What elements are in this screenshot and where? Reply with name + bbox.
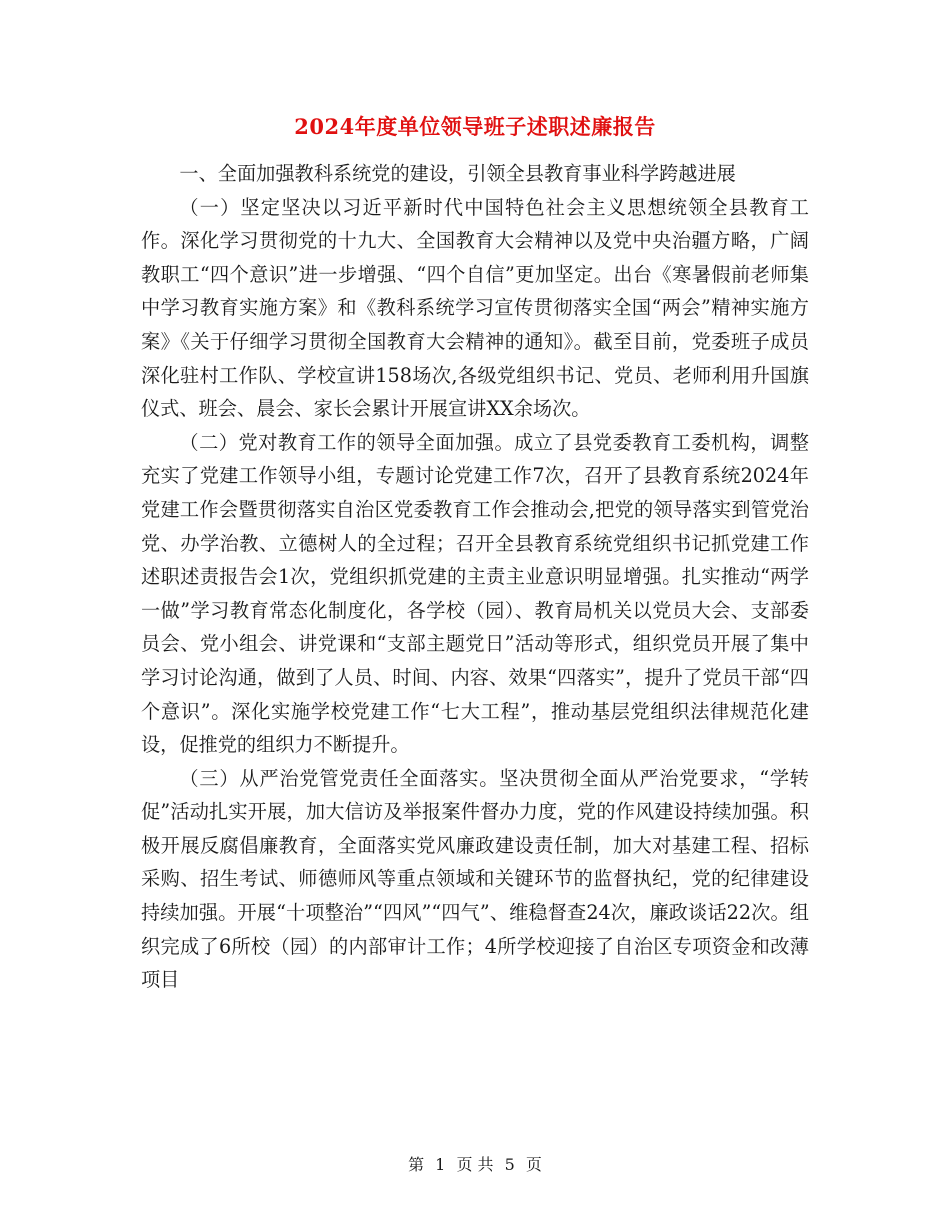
- footer-label-mid: 页 共: [456, 1155, 494, 1174]
- footer-label-post: 页: [525, 1155, 542, 1174]
- paragraph-3: （三）从严治党管党责任全面落实。坚决贯彻全面从严治党要求，“学转促”活动扎实开展，加大信访及举报案件督办力度，党的作风建设持续加强。积极开展反腐倡廉教育，全面落实党风廉政建设责任制，加大对基建工程、招标采购、招生考试、师德师风等重点领域和关键环节的监督执纪，党的纪律建设持续加强。开展“十项整治”“四风”“四气”、维稳督查24次，廉政谈话22次。组织完成了6所校（园）的内部审计工作；4所学校迎接了自治区专项资金和改薄项目: [141, 766, 809, 992]
- page-footer: [0, 1154, 950, 1176]
- footer-page-number: 1: [435, 1155, 446, 1174]
- paragraph-2: （二）党对教育工作的领导全面加强。成立了县党委教育工委机构，调整充实了党建工作领导小组，专题讨论党建工作7次，召开了县教育系统2024年党建工作会暨贯彻落实自治区党委教育工作会推动会,把党的领导落实到管党治党、办学治教、立德树人的全过程；召开全县教育系统党组织书记抓党建工作述职述责报告会1次，党组织抓党建的主责主业意识明显增强。扎实推动“两学一做”学习教育常态化制度化，各学校（园）、教育局机关以党员大会、支部委员会、党小组会、讲党课和“支部主题党日”活动等形式，组织党员开展了集中学习讨论沟通，做到了人员、时间、内容、效果“四落实”，提升了党员干部“四个意识”。深化实施学校党建工作“七大工程”，推动基层党组织法律规范化建设，促推党的组织力不断提升。: [141, 430, 809, 757]
- paragraph-1: （一）坚定坚决以习近平新时代中国特色社会主义思想统领全县教育工作。深化学习贯彻党的十九大、全国教育大会精神以及党中央治疆方略，广阔教职工“四个意识”进一步增强、“四个自信”更加坚定。出台《寒暑假前老师集中学习教育实施方案》和《教科系统学习宣传贯彻落实全国“两会”精神实施方案》《关于仔细学习贯彻全国教育大会精神的通知》。截至目前，党委班子成员深化驻村工作队、学校宣讲158场次,各级党组织书记、党员、老师利用升国旗仪式、班会、晨会、家长会累计开展宣讲XX余场次。: [141, 195, 809, 421]
- footer-page-total: 5: [504, 1155, 515, 1174]
- section-heading: 一、全面加强教科系统党的建设，引领全县教育事业科学跨越进展: [179, 162, 736, 185]
- document-body: [141, 157, 809, 997]
- document-title: 2024年度单位领导班子述职述廉报告: [294, 114, 656, 139]
- footer-label-pre: 第: [408, 1155, 425, 1174]
